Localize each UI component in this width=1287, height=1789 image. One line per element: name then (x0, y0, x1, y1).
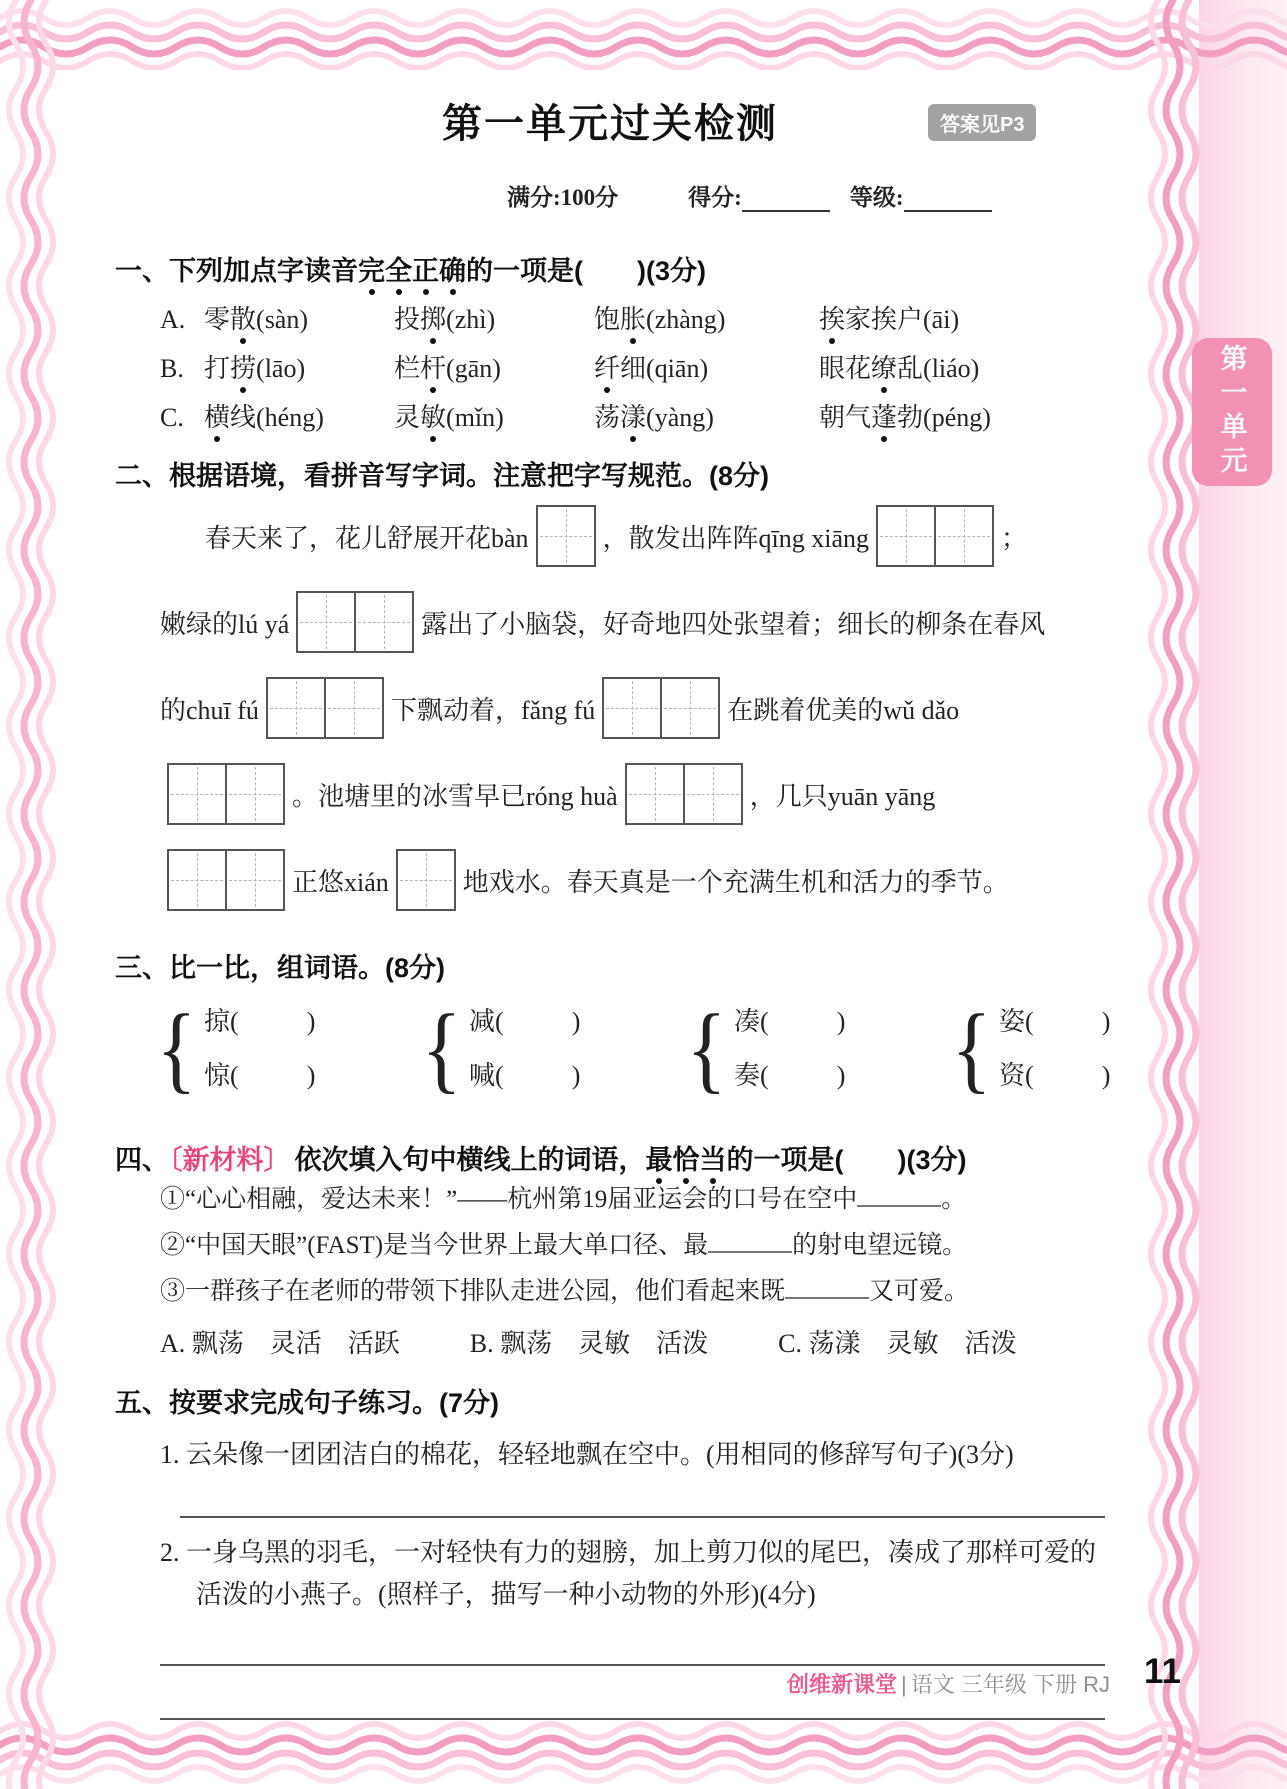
q3-word-row: 喊( ) (469, 1061, 581, 1090)
emphasis-dot-char: 敏 (420, 401, 446, 435)
q1-option-item: 灵敏(mǐn) (394, 401, 594, 435)
q2-heading-text: 根据语境，看拼音写字词。注意把字写规范。(8分) (169, 461, 769, 491)
emphasis-dot-char: 挨 (819, 303, 845, 337)
answer-line[interactable] (180, 1516, 1105, 1518)
q3-column (999, 995, 1110, 1103)
q2-line (205, 493, 1105, 579)
writing-box-cell[interactable] (298, 593, 354, 651)
q1-option-item: 眼花缭乱(liáo) (819, 352, 979, 386)
q2-text: 下飘动着，fǎng fú (390, 695, 596, 725)
writing-box-cell[interactable] (683, 765, 741, 823)
q1-option-item: 纤细(qiān) (594, 352, 819, 386)
q4-sentence-items (115, 1177, 1105, 1315)
writing-box-cell[interactable] (934, 507, 992, 565)
writing-box-cell[interactable] (398, 851, 454, 909)
writing-box[interactable] (536, 505, 596, 567)
emphasis-dot-char: 纤 (594, 352, 620, 386)
emphasis-dot-char: 恰 (672, 1145, 700, 1175)
q3-column (469, 995, 580, 1103)
q3-word-row: 姿( ) (999, 1007, 1111, 1036)
writing-box-cell[interactable] (225, 851, 283, 909)
q2-number: 二、 (115, 461, 169, 491)
writing-box[interactable] (266, 677, 384, 739)
q1-options (115, 303, 1105, 435)
q3-group (948, 995, 1213, 1103)
q1-heading: 一、下列加点字读音完全正确的一项是( )(3分) (115, 256, 706, 286)
q3-word-groups (153, 995, 1111, 1103)
q2-line (160, 837, 1105, 923)
q5-number: 五、 (115, 1388, 169, 1418)
answer-reference-badge: 答案见P3 (928, 104, 1036, 141)
q3-word-row: 掠( ) (204, 1007, 316, 1036)
wave-border-bottom (0, 1721, 1287, 1785)
full-score-label: 满分:100分 (507, 185, 619, 210)
q2-text: ，几只yuān yāng (749, 781, 936, 811)
emphasis-dot-char: 横 (204, 401, 230, 435)
q3-word-row: 资( ) (999, 1061, 1111, 1090)
q1-option-item: 投掷(zhì) (394, 303, 594, 337)
q5-item-1: 1. 云朵像一团团洁白的棉花，轻轻地飘在空中。(用相同的修辞写句子)(3分) (160, 1440, 1014, 1469)
emphasis-dot-char: 全 (385, 256, 412, 286)
writing-box-cell[interactable] (538, 507, 594, 565)
q1-option-item: 横线(héng) (204, 401, 394, 435)
emphasis-dot-char: 蓬 (871, 401, 897, 435)
emphasis-dot-char: 缭 (871, 352, 897, 386)
writing-box-cell[interactable] (324, 679, 382, 737)
writing-box-cell[interactable] (354, 593, 412, 651)
q4-option[interactable]: C. 荡漾 灵敏 活泼 (778, 1329, 1017, 1358)
writing-box-cell[interactable] (660, 679, 718, 737)
score-info-line (507, 179, 1105, 212)
writing-box-cell[interactable] (627, 765, 683, 823)
answer-line[interactable] (160, 1718, 1105, 1720)
q4-blank[interactable] (857, 1180, 941, 1207)
q2-text: ，散发出阵阵qīng xiāng (602, 523, 870, 553)
q2-line (160, 751, 1105, 837)
q2-text: 春天来了，花儿舒展开花bàn (205, 523, 529, 553)
writing-box-cell[interactable] (268, 679, 324, 737)
q3-heading-text: 比一比，组词语。(8分) (169, 953, 445, 983)
writing-box[interactable] (625, 763, 743, 825)
q4-sentence: ③一群孩子在老师的带领下排队走进公园，他们看起来既 又可爱。 (160, 1269, 1105, 1315)
writing-box-cell[interactable] (169, 851, 225, 909)
q1-option-item: 饱胀(zhàng) (594, 303, 819, 337)
emphasis-dot-char: 掷 (420, 303, 446, 337)
q3-number: 三、 (115, 953, 169, 983)
writing-box-cell[interactable] (169, 765, 225, 823)
page-title: 第一单元过关检测 (442, 102, 778, 146)
q2-text: 。池塘里的冰雪早已róng huà (292, 781, 618, 811)
q4-option[interactable]: A. 飘荡 灵活 活跃 (160, 1329, 400, 1358)
q3-column (204, 995, 315, 1103)
footer-divider: | (901, 1672, 907, 1697)
q5-heading-text: 按要求完成句子练习。(7分) (169, 1388, 499, 1418)
answer-line[interactable] (160, 1664, 1105, 1666)
q2-text: ； (1001, 523, 1028, 553)
q4-blank[interactable] (708, 1226, 792, 1253)
brace: { (686, 995, 727, 1103)
unit-tab-label: 第一单元 (1216, 344, 1247, 480)
writing-box[interactable] (876, 505, 994, 567)
q2-text: 在跳着优美的wǔ dǎo (727, 695, 960, 725)
brace: { (421, 995, 462, 1103)
q1-option-row[interactable] (160, 401, 1105, 435)
writing-box-cell[interactable] (604, 679, 660, 737)
grade-label: 等级: (849, 185, 904, 210)
q2-line (160, 579, 1105, 665)
emphasis-dot-char: 完 (358, 256, 385, 286)
q1-option-label: B. (160, 354, 184, 383)
q1-option-item: 栏杆(gān) (394, 352, 594, 386)
q2-line (160, 665, 1105, 751)
q1-option-item: 朝气蓬勃(péng) (819, 401, 991, 435)
q4-blank[interactable] (785, 1272, 869, 1299)
writing-box[interactable] (396, 849, 456, 911)
q2-text: 露出了小脑袋，好奇地四处张望着；细长的柳条在春风 (421, 609, 1046, 639)
page-footer (0, 1668, 1110, 1699)
q2-heading (115, 459, 1105, 493)
grade-input-line[interactable] (904, 186, 992, 212)
emphasis-dot-char: 杆 (420, 352, 446, 386)
q2-text: 正悠xián (292, 867, 389, 897)
q3-word-row: 减( ) (469, 1007, 581, 1036)
q4-sentence: ①“心心相融，爱达未来！”——杭州第19届亚运会的口号在空中 。 (160, 1177, 1105, 1223)
q1-option-item: 荡漾(yàng) (594, 401, 819, 435)
footer-brand: 创维新课堂 (787, 1672, 898, 1697)
q1-option-label: A. (160, 305, 186, 334)
emphasis-dot-char: 胀 (620, 303, 646, 337)
q2-text: 嫩绿的lú yá (160, 609, 290, 639)
score-input-line[interactable] (742, 186, 830, 212)
q4-options (160, 1323, 1105, 1360)
writing-box[interactable] (296, 591, 414, 653)
q1-option-label: C. (160, 403, 184, 432)
emphasis-dot-char: 散 (230, 303, 256, 337)
q4-option[interactable]: B. 飘荡 灵敏 活泼 (469, 1329, 709, 1358)
q3-column (734, 995, 845, 1103)
score-label: 得分: (688, 185, 742, 210)
q3-word-row: 惊( ) (204, 1061, 316, 1090)
page-number: 11 (1144, 1652, 1181, 1691)
q1-option-item: 零散(sàn) (204, 303, 394, 337)
writing-box-cell[interactable] (878, 507, 934, 565)
brace: { (156, 995, 197, 1103)
writing-box[interactable] (167, 763, 285, 825)
q2-pinyin-passage (115, 493, 1105, 923)
writing-box-cell[interactable] (225, 765, 283, 823)
emphasis-dot-char: 当 (699, 1145, 727, 1175)
emphasis-dot-char: 最 (645, 1145, 673, 1175)
q1-option-item: 挨家挨户(āi) (819, 303, 959, 337)
emphasis-dot-char: 漾 (620, 401, 646, 435)
footer-meta: 语文 三年级 下册 RJ (910, 1672, 1110, 1697)
q3-word-row: 凑( ) (734, 1007, 846, 1036)
q1-option-row[interactable] (160, 303, 1105, 337)
emphasis-dot-char: 正 (412, 256, 439, 286)
brace: { (951, 995, 992, 1103)
q4-sentence: ②“中国天眼”(FAST)是当今世界上最大单口径、最 的射电望远镜。 (160, 1223, 1105, 1269)
q3-group (683, 995, 948, 1103)
q2-text: 的chuī fú (160, 695, 259, 725)
q3-group (153, 995, 418, 1103)
emphasis-dot-char: 捞 (230, 352, 256, 386)
writing-box[interactable] (167, 849, 285, 911)
new-material-tag: 〔新材料〕 (169, 1145, 291, 1175)
q3-group (418, 995, 683, 1103)
q5-item-2: 2. 一身乌黑的羽毛，一对轻快有力的翅膀，加上剪刀似的尾巴，凑成了那样可爱的活泼的小燕子。(照样子，描写一种小动物的外形)(4分) (160, 1538, 1097, 1609)
q5-heading (115, 1386, 1105, 1420)
writing-box[interactable] (602, 677, 720, 739)
q4-heading: 四、〔新材料〕 依次填入句中横线上的词语，最恰当的一项是( )(3分) (115, 1145, 967, 1175)
q1-option-row[interactable] (160, 352, 1105, 386)
q2-text: 地戏水。春天真是一个充满生机和活力的季节。 (462, 867, 1009, 897)
emphasis-dot-char: 确 (439, 256, 466, 286)
q1-option-item: 打捞(lāo) (204, 352, 394, 386)
q3-heading (115, 951, 1105, 985)
q3-word-row: 奏( ) (734, 1061, 846, 1090)
